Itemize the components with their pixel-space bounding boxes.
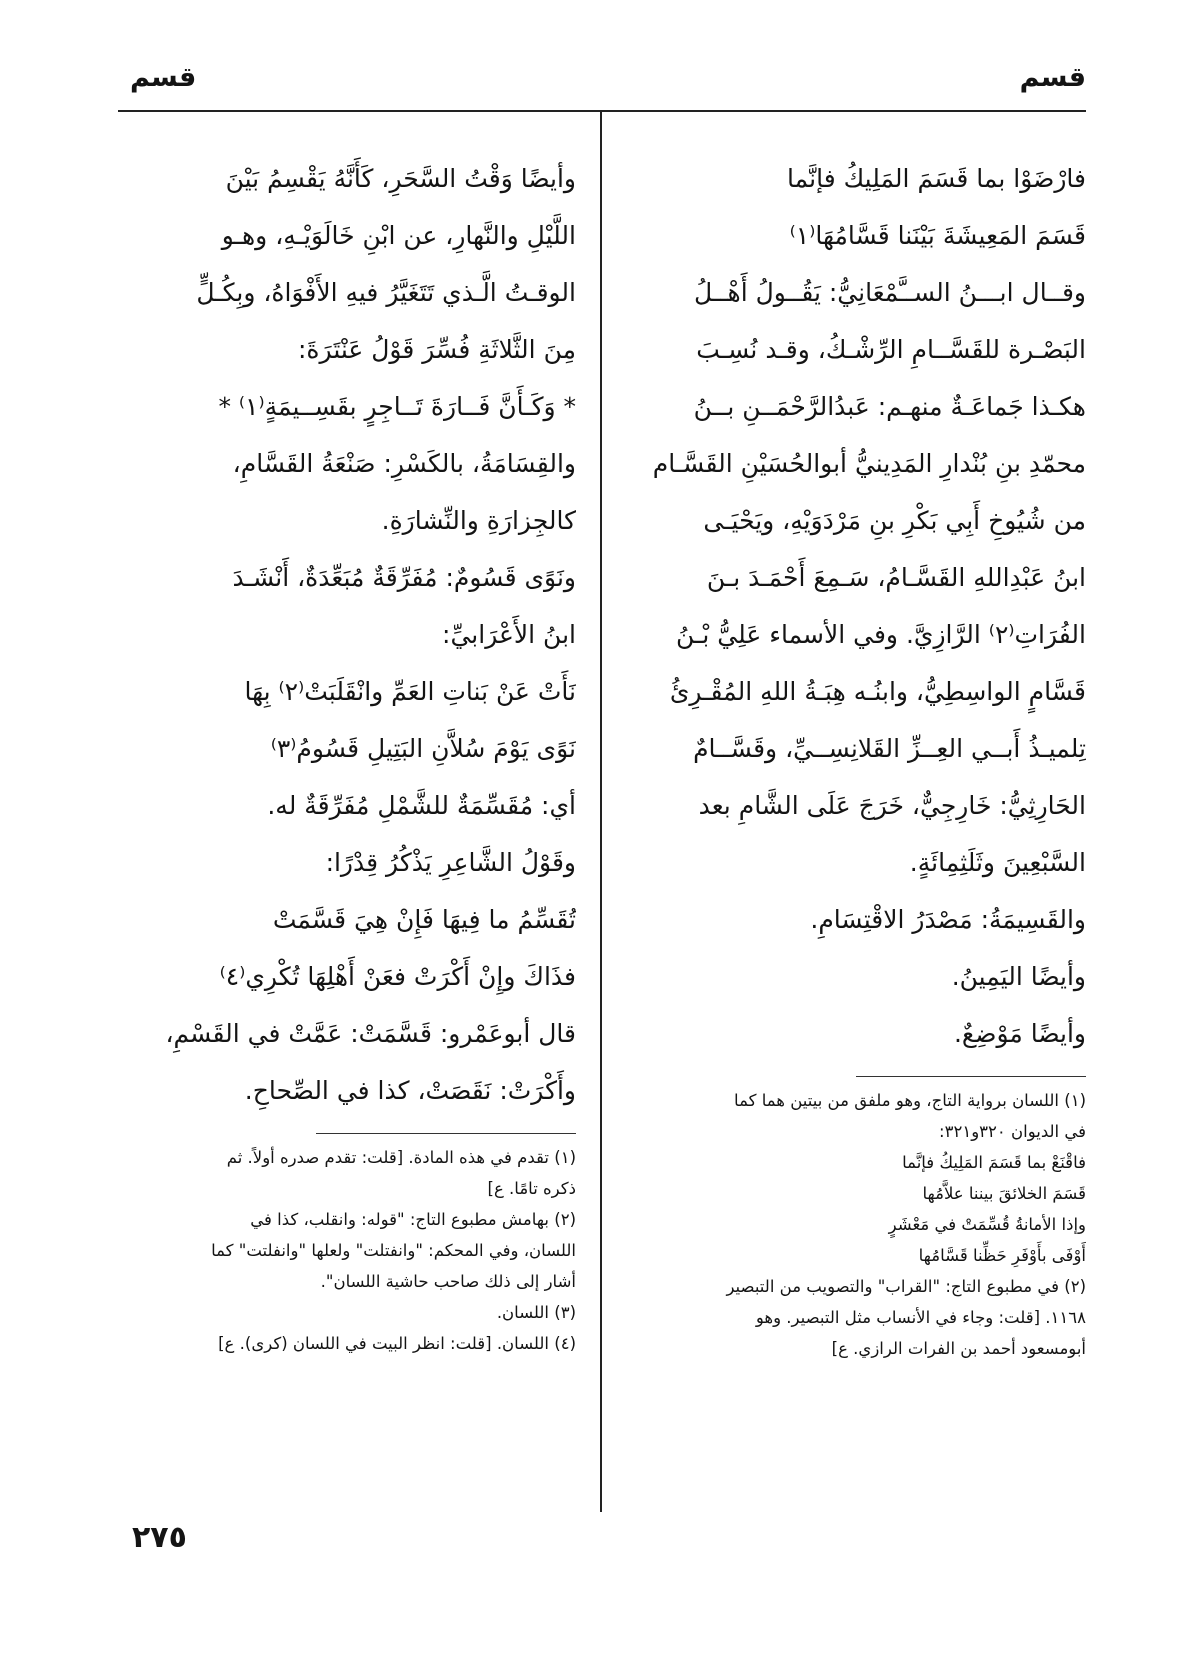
footnote-rule xyxy=(856,1076,1086,1077)
text-line: وأيضًا اليَمِينُ. xyxy=(951,962,1086,991)
text-line: محمّدِ بنِ بُنْدارِ المَدِينيُّ أبوالحُسَيْنِ القَسَّـام xyxy=(652,449,1086,478)
text-line: نَأَتْ عَنْ بَناتِ العَمِّ وانْقَلَبَتْ⁽٢⁾ بِهَا xyxy=(244,677,576,706)
text-line: أي: مُقَسِّمَةٌ للشَّمْلِ مُفَرِّقَةٌ له. xyxy=(267,791,576,820)
footnote-line: فاقْنَعْ بما قَسَمَ المَلِيكُ فإنَّما xyxy=(902,1153,1086,1172)
footnote-line: (٢) بهامش مطبوع التاج: "قوله: وانقلب، كذا في xyxy=(250,1210,576,1229)
text-line: تُقَسِّمُ ما فِيهَا فَإِنْ هِيَ قَسَّمَتْ xyxy=(272,905,576,934)
footnote-line: (٣) اللسان. xyxy=(496,1303,576,1322)
right-column xyxy=(644,150,1086,1364)
text-line: البَصْـرة للقَسَّــامِ الرِّشْـكُ، وقـد نُسِـبَ xyxy=(696,335,1086,364)
header-rule xyxy=(118,110,1086,112)
text-line: الحَارِثِيُّ: خَارِجِيٌّ، خَرَجَ عَلَى الشَّامِ بعد xyxy=(698,791,1086,820)
footnote-line: (١) اللسان برواية التاج، وهو ملفق من بيتين هما كما xyxy=(734,1091,1086,1110)
footnote-line: وإذا الأمانةُ قُسِّمَتْ في مَعْشَرٍ xyxy=(888,1215,1086,1234)
footnote-line: (١) تقدم في هذه المادة. [قلت: تقدم صدره أولاً. ثم xyxy=(226,1148,576,1167)
text-line: ابنُ عَبْدِاللهِ القَسَّـامُ، سَـمِعَ أَحْمَـدَ بـنَ xyxy=(706,563,1086,592)
text-line: وأيضًا وَقْتُ السَّحَرِ، كَأَنَّهُ يَقْسِمُ بَيْنَ xyxy=(225,164,576,193)
text-line: كالجِزارَةِ والنِّشارَةِ. xyxy=(381,506,576,535)
text-line: وقــال ابـــنُ الســَّمْعَانِيُّ: يَقُــولُ أَهْــلُ xyxy=(693,278,1086,307)
text-line: من شُيُوخِ أَبِي بَكْرِ بنِ مَرْدَوَيْهِ، ويَحْيَـى xyxy=(703,506,1086,535)
text-line: تِلميـذُ أَبــي العِــزِّ القَلانِسِــيِّ، وقَسَّــامٌ xyxy=(693,734,1086,763)
text-line: وأيضًا مَوْضِعٌ. xyxy=(953,1019,1086,1048)
text-line: نَوًى يَوْمَ سُلاَّنِ البَتِيلِ قَسُومُ⁽٣⁾ xyxy=(270,734,576,763)
column-divider xyxy=(600,112,602,1512)
running-header-right: قسم xyxy=(1019,62,1086,93)
text-line: * وَكَـأَنَّ فَــارَةَ تَــاجِرٍ بقَسِــيمَةٍ⁽١⁾ * xyxy=(218,392,576,421)
text-line: الفُرَاتِ⁽٢⁾ الرَّازِيَّ. وفي الأسماء عَلِيُّ بْـنُ xyxy=(675,620,1086,649)
text-line: هكـذا جَماعَـةٌ منهـم: عَبدُالرَّحْمَــنِ بــنُ xyxy=(693,392,1086,421)
text-line: قال أبوعَمْرو: قَسَّمَتْ: عَمَّتْ في القَسْمِ، xyxy=(165,1019,576,1048)
text-line: وأَكْرَتْ: نَقَصَتْ، كذا في الصِّحاحِ. xyxy=(244,1076,576,1105)
text-line: السَّبْعِينَ وثَلَثِمِائَةٍ. xyxy=(909,848,1086,877)
text-line: والقِسَامَةُ، بالكَسْرِ: صَنْعَةُ القَسَّامِ، xyxy=(232,449,576,478)
footnote-line: أَوْفَى بأَوْفَرِ حَظِّنا قَسَّامُها xyxy=(918,1246,1086,1265)
footnote-line: ١١٦٨. [قلت: وجاء في الأنساب مثل التبصير. وهو xyxy=(755,1308,1086,1327)
footnote-line: اللسان، وفي المحكم: "وانفتلت" ولعلها "وانفلتت" كما xyxy=(211,1241,576,1260)
text-line: ابنُ الأَعْرَابيِّ: xyxy=(442,620,576,649)
footnote-line: في الديوان ٣٢٠و٣٢١: xyxy=(939,1122,1086,1141)
text-line: الوقـتُ الَّـذي تَتَغَيَّرُ فيهِ الأَفْوَاهُ، وبِكُـلٍّ xyxy=(196,278,576,307)
footnote-line: ذكره تامًا. ع] xyxy=(487,1179,576,1198)
text-line: اللَّيْلِ والنَّهارِ، عن ابْنِ خَالَوَيْـهِ، وهـو xyxy=(221,221,576,250)
footnote-line: أبومسعود أحمد بن الفرات الرازي. ع] xyxy=(831,1339,1086,1358)
page-number: ٢٧٥ xyxy=(132,1520,187,1555)
footnote-rule xyxy=(316,1133,576,1134)
running-header-left: قسم xyxy=(130,62,197,93)
text-line: وقَوْلُ الشَّاعِرِ يَذْكُرُ قِدْرًا: xyxy=(325,848,576,877)
text-line: فذَاكَ وإِنْ أَكْرَتْ فعَنْ أَهْلِهَا تُكْرِي⁽٤⁾ xyxy=(219,962,576,991)
footnote-line: قَسَمَ الخلائقَ بيننا علاَّمُها xyxy=(922,1184,1086,1203)
text-line: مِنَ الثَّلاثَةِ فُسِّرَ قَوْلُ عَنْتَرَةَ: xyxy=(298,335,576,364)
text-line: ونَوًى قَسُومٌ: مُفَرِّقَةٌ مُبَعِّدَةٌ، أَنْشَـدَ xyxy=(232,563,576,592)
text-line: فارْضَوْا بما قَسَمَ المَلِيكُ فإنَّما xyxy=(787,164,1086,193)
text-line: والقَسِيمَةُ: مَصْدَرُ الاقْتِسَامِ. xyxy=(810,905,1086,934)
footnote-line: (٤) اللسان. [قلت: انظر البيت في اللسان (كرى). ع] xyxy=(218,1334,576,1353)
footnote-line: أشار إلى ذلك صاحب حاشية اللسان". xyxy=(320,1272,576,1291)
text-line: قَسَّامٍ الواسِطِيُّ، وابنُـه هِبَـةُ اللهِ المُقْـرِئُ xyxy=(669,677,1086,706)
text-line: قَسَمَ المَعِيشَةَ بَيْنَنا قَسَّامُهَا⁽١⁾ xyxy=(789,221,1086,250)
footnote-line: (٢) في مطبوع التاج: "القراب" والتصويب من التبصير xyxy=(726,1277,1086,1296)
left-column xyxy=(118,150,576,1359)
